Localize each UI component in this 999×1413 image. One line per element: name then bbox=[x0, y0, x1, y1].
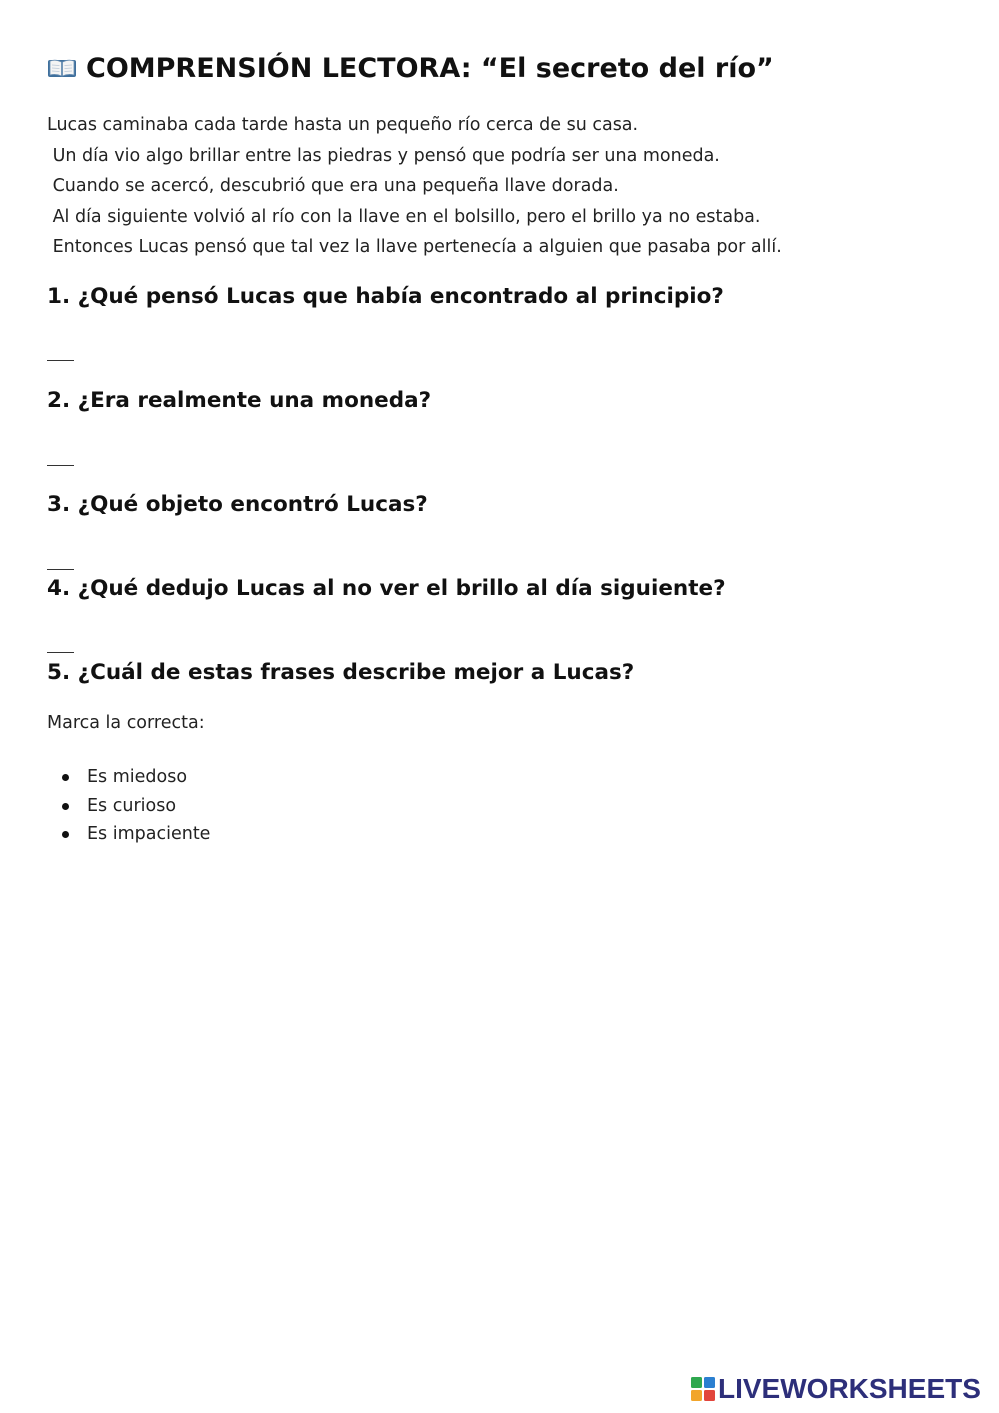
option-label: Es curioso bbox=[87, 795, 177, 816]
question-2: 2. ¿Era realmente una moneda? bbox=[47, 388, 432, 413]
option-item[interactable] bbox=[47, 792, 210, 821]
story-line: Cuando se acercó, descubrió que era una pequeña llave dorada. bbox=[47, 176, 619, 196]
answer-field-1[interactable] bbox=[47, 360, 74, 361]
page-title bbox=[47, 50, 774, 86]
bullet-icon bbox=[62, 803, 69, 810]
story-line: Entonces Lucas pensó que tal vez la llave pertenecía a alguien que pasaba por allí. bbox=[47, 237, 782, 257]
open-book-icon bbox=[47, 57, 77, 79]
brand-footer bbox=[690, 1372, 981, 1406]
question-5: 5. ¿Cuál de estas frases describe mejor a Lucas? bbox=[47, 660, 635, 685]
question-4: 4. ¿Qué dedujo Lucas al no ver el brillo al día siguiente? bbox=[47, 576, 726, 601]
liveworksheets-logo-icon bbox=[690, 1376, 716, 1402]
bullet-icon bbox=[62, 774, 69, 781]
page-title-text: COMPRENSIÓN LECTORA: “El secreto del río” bbox=[86, 52, 774, 84]
instruction-text: Marca la correcta: bbox=[47, 713, 205, 733]
story-line: Lucas caminaba cada tarde hasta un pequeño río cerca de su casa. bbox=[47, 115, 639, 135]
brand-name: LIVEWORKSHEETS bbox=[718, 1373, 981, 1404]
option-item[interactable] bbox=[47, 820, 210, 849]
story-text bbox=[47, 110, 782, 263]
answer-field-2[interactable] bbox=[47, 465, 74, 466]
bullet-icon bbox=[62, 831, 69, 838]
option-label: Es impaciente bbox=[87, 824, 211, 844]
story-line: Un día vio algo brillar entre las piedras y pensó que podría ser una moneda. bbox=[47, 145, 720, 166]
answer-options bbox=[47, 763, 210, 849]
story-line: Al día siguiente volvió al río con la llave en el bolsillo, pero el brillo ya no estaba. bbox=[47, 206, 761, 227]
option-label: Es miedoso bbox=[87, 767, 188, 787]
option-item[interactable] bbox=[47, 763, 210, 792]
question-3: 3. ¿Qué objeto encontró Lucas? bbox=[47, 492, 428, 517]
answer-field-3[interactable] bbox=[47, 569, 74, 570]
question-1: 1. ¿Qué pensó Lucas que había encontrado al principio? bbox=[47, 284, 724, 309]
answer-field-4[interactable] bbox=[47, 652, 74, 653]
